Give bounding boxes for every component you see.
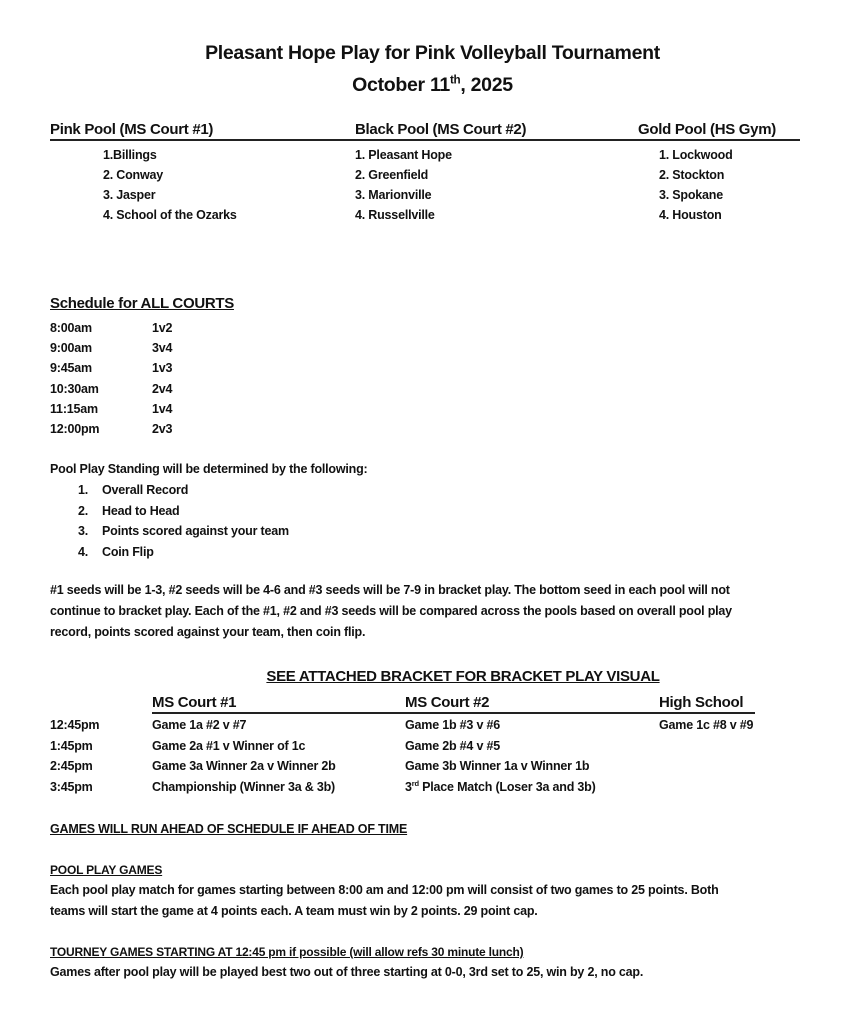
bracket-col-ms-court-1: MS Court #1 (152, 694, 237, 711)
standing-intro: Pool Play Standing will be determined by the following: (50, 462, 368, 476)
bracket-ms-court-1-game: Championship (Winner 3a & 3b) (152, 780, 335, 795)
pool-team-item: 2. Conway (103, 168, 164, 182)
pool-team-item: 3. Jasper (103, 188, 156, 202)
pool-team-item: 4. School of the Ozarks (103, 208, 237, 222)
tourney-games-header: TOURNEY GAMES STARTING AT 12:45 pm if possible (will allow refs 30 minute lunch) (50, 945, 524, 959)
third-num: 3 (405, 780, 412, 794)
bracket-ms-court-2-game: Game 3b Winner 1a v Winner 1b (405, 759, 590, 774)
standing-criterion: Head to Head (102, 503, 180, 518)
seeding-paragraph-line: record, points scored against your team, then coin flip. (50, 625, 366, 639)
bracket-time: 3:45pm (50, 780, 93, 795)
pool-team-item: 1.Billings (103, 148, 157, 162)
third-sup: rd (411, 778, 419, 788)
standing-criterion: Points scored against your team (102, 524, 289, 538)
bracket-ms-court-1-game: Game 3a Winner 2a v Winner 2b (152, 759, 336, 774)
document-title: Pleasant Hope Play for Pink Volleyball Tournament (205, 42, 660, 64)
document-date (0, 73, 865, 97)
bracket-ms-court-2-game: Game 1b #3 v #6 (405, 718, 500, 732)
pink-pool-header: Pink Pool (MS Court #1) (50, 121, 214, 138)
schedule-match: 3v4 (152, 341, 173, 356)
bracket-time: 12:45pm (50, 718, 100, 732)
schedule-time: 8:00am (50, 321, 92, 335)
bracket-ms-court-1-game: Game 2a #1 v Winner of 1c (152, 738, 306, 753)
pool-team-item: 3. Marionville (355, 188, 432, 202)
ahead-notice: GAMES WILL RUN AHEAD OF SCHEDULE IF AHEAD OF TIME (50, 822, 408, 836)
bracket-time: 2:45pm (50, 759, 93, 774)
standing-criterion: Overall Record (102, 483, 189, 497)
black-pool-header: Black Pool (MS Court #2) (355, 121, 527, 138)
schedule-match: 1v4 (152, 401, 173, 416)
pool-team-item: 1. Lockwood (659, 148, 733, 162)
bracket-notice: SEE ATTACHED BRACKET FOR BRACKET PLAY VISUAL (266, 668, 660, 685)
bracket-col-ms-court-2: MS Court #2 (405, 694, 490, 711)
bracket-time: 1:45pm (50, 738, 93, 753)
pool-play-line-2: teams will start the game at 4 points each. A team must win by 2 points. 29 point cap. (50, 904, 538, 918)
standing-criterion: Coin Flip (102, 544, 154, 559)
gold-pool-header: Gold Pool (HS Gym) (638, 121, 776, 138)
pool-team-item: 4. Houston (659, 208, 722, 222)
schedule-match: 1v3 (152, 361, 173, 376)
schedule-header: Schedule for ALL COURTS (50, 295, 234, 312)
bracket-third-place (405, 779, 596, 795)
standing-number: 4. (78, 544, 89, 559)
bracket-ms-court-1-game: Game 1a #2 v #7 (152, 718, 247, 732)
pool-header-underline (50, 139, 800, 141)
bracket-header-underline (152, 712, 755, 714)
tourney-line-1: Games after pool play will be played best two out of three starting at 0-0, 3rd set to 25, win by 2, no cap. (50, 965, 644, 979)
pool-play-games-header: POOL PLAY GAMES (50, 863, 163, 877)
standing-number: 2. (78, 503, 89, 518)
pool-team-item: 1. Pleasant Hope (355, 148, 452, 162)
seeding-paragraph-line: #1 seeds will be 1-3, #2 seeds will be 4-6 and #3 seeds will be 7-9 in bracket play. The bottom seed in each pool will not (50, 583, 730, 597)
pool-play-line-1: Each pool play match for games starting between 8:00 am and 12:00 pm will consist of two games to 25 points. Both (50, 883, 719, 897)
date-superscript: th (449, 73, 461, 87)
pool-team-item: 4. Russellville (355, 208, 435, 222)
schedule-match: 2v4 (152, 381, 173, 396)
bracket-high-school-game: Game 1c #8 v #9 (659, 718, 754, 732)
pool-team-item: 2. Stockton (659, 168, 725, 182)
schedule-time: 9:45am (50, 361, 92, 376)
standing-number: 1. (78, 483, 89, 497)
schedule-time: 12:00pm (50, 422, 100, 436)
seeding-paragraph-line: continue to bracket play. Each of the #1, #2 and #3 seeds will be compared across the pools based on overall pool play (50, 604, 732, 618)
pool-team-item: 3. Spokane (659, 188, 723, 202)
pool-team-item: 2. Greenfield (355, 168, 429, 182)
bracket-col-high-school: High School (659, 694, 744, 711)
schedule-match: 2v3 (152, 422, 173, 436)
schedule-match: 1v2 (152, 321, 173, 335)
bracket-ms-court-2-game: Game 2b #4 v #5 (405, 738, 500, 753)
date-text: October 11 (352, 74, 450, 96)
schedule-time: 9:00am (50, 341, 92, 356)
standing-number: 3. (78, 524, 89, 538)
date-year: , 2025 (460, 74, 513, 96)
schedule-time: 10:30am (50, 381, 99, 396)
schedule-time: 11:15am (50, 401, 98, 416)
third-text: Place Match (Loser 3a and 3b) (418, 780, 596, 794)
